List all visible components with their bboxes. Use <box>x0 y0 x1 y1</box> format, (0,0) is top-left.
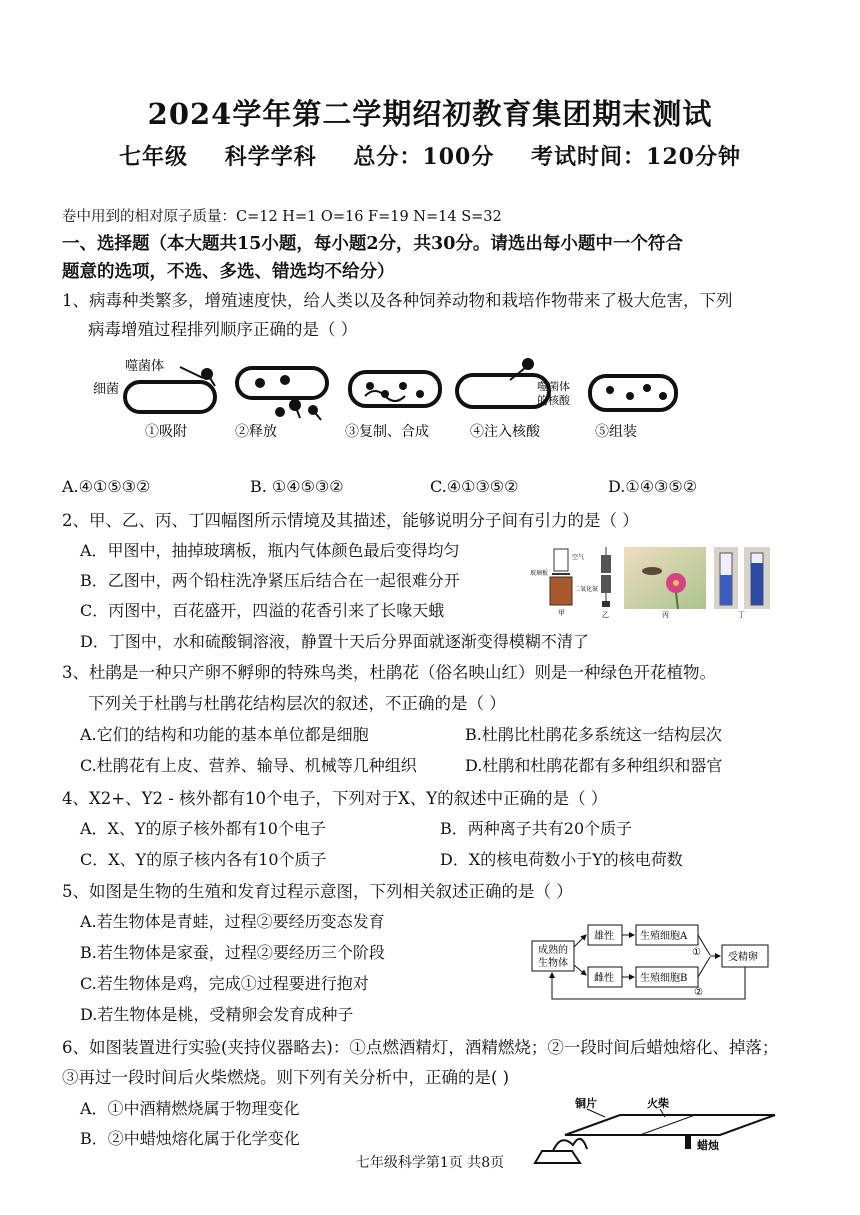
q1-option-d: D.①④③⑤② <box>608 477 698 496</box>
nucleic-label-1: 噬菌体 <box>537 380 570 393</box>
q2-option-a: A．甲图中，抽掉玻璃板，瓶内气体颜色最后变得均匀 <box>80 541 460 560</box>
candle-label: 蜡烛 <box>697 1139 719 1152</box>
q2-option-b: B．乙图中，两个铅柱洗净紧压后结合在一起很难分开 <box>80 571 460 590</box>
total-score-label: 总分：100分 <box>353 144 495 170</box>
q1-stem-line2: 病毒增殖过程排列顺序正确的是（ ） <box>88 320 358 339</box>
phage-label: 噬菌体 <box>125 359 165 374</box>
q4-option-c: C．X、Y的原子核内各有10个质子 <box>80 850 327 869</box>
section-heading-line2: 题意的选项，不选、多选、错选均不给分） <box>62 262 395 282</box>
q4-option-d: D．X的核电荷数小于Y的核电荷数 <box>440 850 683 869</box>
step-1-label: ① <box>692 947 701 958</box>
svg-text:空气: 空气 <box>572 554 585 561</box>
q4-option-a: A．X、Y的原子核外都有10个电子 <box>80 819 326 838</box>
cell-a-label: 生殖细胞A <box>640 931 688 942</box>
grade-label: 七年级 <box>119 144 189 170</box>
subject-label: 科学学科 <box>224 144 317 170</box>
step-label-3: ③复制、合成 <box>345 424 429 440</box>
cell-b-label: 生殖细胞B <box>640 973 688 984</box>
q6-stem-line1: 6、如图装置进行实验(夹持仪器略去)：①点燃酒精灯，酒精燃烧；②一段时间后蜡烛熔化、掉落； <box>62 1038 779 1057</box>
q1-option-a: A.④①⑤③② <box>62 477 151 496</box>
q5-option-b: B.若生物体是家蚕，过程②要经历三个阶段 <box>80 943 385 962</box>
zygote-label: 受精卵 <box>728 952 758 963</box>
page-footer: 七年级科学第1页 共8页 <box>355 1155 505 1171</box>
bacteria-label: 细菌 <box>93 382 120 397</box>
bacterium-shape-1 <box>125 382 215 412</box>
step-label-2: ②释放 <box>235 424 277 440</box>
step-label-5: ⑤组装 <box>595 424 637 440</box>
q3-stem-line2: 下列关于杜鹃与杜鹃花结构层次的叙述，不正确的是（ ） <box>88 694 506 713</box>
male-label: 雄性 <box>594 931 614 942</box>
q3-option-d: D.杜鹃和杜鹃花都有多种组织和器官 <box>465 756 723 775</box>
q6-option-b: B．②中蜡烛熔化属于化学变化 <box>80 1129 300 1148</box>
q2-option-c: C．丙图中，百花盛开，四溢的花香引来了长喙天蛾 <box>80 601 445 620</box>
q6-stem-line2: ③再过一段时间后火柴燃烧。则下列有关分析中，正确的是( ) <box>62 1068 510 1087</box>
svg-text:成熟的: 成熟的 <box>538 945 568 956</box>
bacterium-shape-4 <box>457 375 549 407</box>
female-label: 雌性 <box>594 973 614 984</box>
q1-option-b: B. ①④⑤③② <box>250 477 344 496</box>
q3-stem-line1: 3、杜鹃是一种只产卵不孵卵的特殊鸟类，杜鹃花（俗名映山红）则是一种绿色开花植物。 <box>62 663 716 682</box>
svg-text:生物体: 生物体 <box>538 958 568 969</box>
candle-shape <box>685 1135 691 1149</box>
section-heading-line1: 一、选择题（本大题共15小题，每小题2分，共30分。请选出每小题中一个符合 <box>62 234 683 254</box>
q3-option-c: C.杜鹃花有上皮、营养、输导、机械等几种组织 <box>80 756 417 775</box>
step-label-1: ①吸附 <box>145 424 187 440</box>
q5-reproduction-diagram <box>530 915 775 1005</box>
q5-option-c: C.若生物体是鸡，完成①过程要进行抱对 <box>80 974 369 993</box>
nucleic-label-2: 的核酸 <box>537 394 570 407</box>
fig-label-ding: 丁 <box>738 611 745 619</box>
svg-text:二氧化氮: 二氧化氮 <box>574 586 599 593</box>
q1-stem-line1: 1、病毒种类繁多，增殖速度快，给人类以及各种饲养动物和栽培作物带来了极大危害，下列 <box>62 291 733 310</box>
svg-text:玻璃板: 玻璃板 <box>530 570 549 577</box>
q5-option-a: A.若生物体是青蛙，过程②要经历变态发育 <box>80 912 385 931</box>
q4-option-b: B．两种离子共有20个质子 <box>440 819 633 838</box>
q5-option-d: D.若生物体是桃，受精卵会发育成种子 <box>80 1005 354 1024</box>
fig-label-jia: 甲 <box>558 609 565 617</box>
q2-stem: 2、甲、乙、丙、丁四幅图所示情境及其描述，能够说明分子间有引力的是（ ） <box>62 511 639 530</box>
q3-option-b: B.杜鹃比杜鹃花多系统这一结构层次 <box>465 725 722 744</box>
q4-stem: 4、X2+、Y2 - 核外都有10个电子，下列对于X、Y的叙述中正确的是（ ） <box>62 789 608 808</box>
q2-figure <box>528 545 773 620</box>
page-title: 2024学年第二学期绍初教育集团期末测试 <box>147 97 713 131</box>
exam-time-label: 考试时间：120分钟 <box>531 144 741 170</box>
q5-stem: 5、如图是生物的生殖和发育过程示意图，下列相关叙述正确的是（ ） <box>62 882 573 901</box>
q1-option-c: C.④①③⑤② <box>430 477 519 496</box>
q6-option-a: A．①中酒精燃烧属于物理变化 <box>80 1099 300 1118</box>
q3-option-a: A.它们的结构和功能的基本单位都是细胞 <box>80 725 369 744</box>
atomic-masses: 卷中用到的相对原子质量：C=12 H=1 O=16 F=19 N=14 S=32 <box>62 209 502 225</box>
step-label-4: ④注入核酸 <box>470 424 540 440</box>
step-2-label: ② <box>694 987 703 998</box>
fig-label-bing: 丙 <box>662 611 669 619</box>
fig-label-yi: 乙 <box>602 611 609 619</box>
q2-option-d: D．丁图中，水和硫酸铜溶液，静置十天后分界面就逐渐变得模糊不清了 <box>80 632 589 651</box>
match-label: 火柴 <box>647 1097 669 1110</box>
q1-virus-figure <box>85 350 785 450</box>
copper-label: 铜片 <box>575 1097 597 1110</box>
page-subtitle <box>0 140 860 171</box>
copper-plate <box>565 1115 775 1135</box>
